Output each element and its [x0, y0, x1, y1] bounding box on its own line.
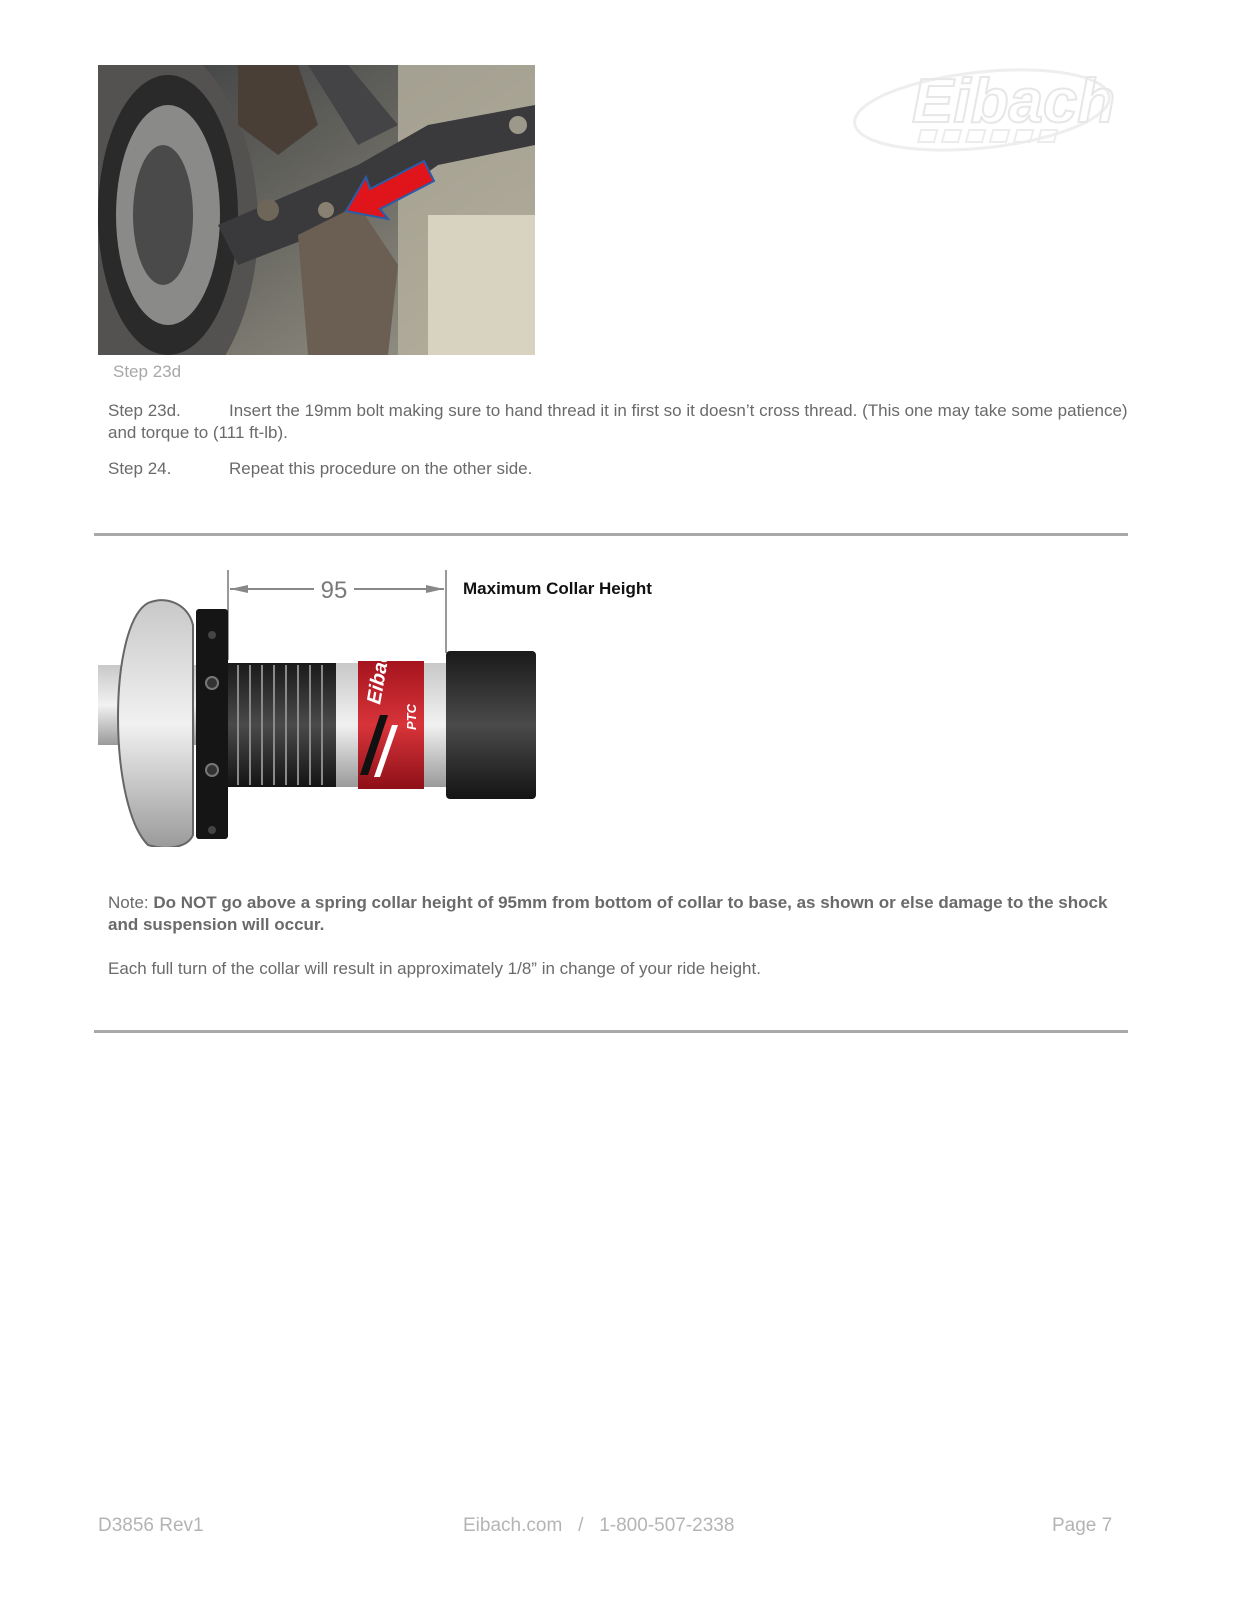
step-23d-paragraph — [108, 400, 1128, 444]
install-photo-step-23d — [98, 65, 535, 355]
warning-note — [108, 892, 1108, 936]
note-bold-text: Do NOT go above a spring collar height of 95mm from bottom of collar to base, as shown or else damage to the shock and suspension will occur. — [108, 893, 1108, 934]
collar-height-diagram — [98, 565, 538, 847]
step-text: Repeat this procedure on the other side. — [229, 459, 533, 478]
turn-note: Each full turn of the collar will result in approximately 1/8” in change of your ride height. — [108, 959, 761, 978]
diagram-title: Maximum Collar Height — [463, 579, 652, 598]
footer-contact: Eibach.com / 1-800-507-2338 — [463, 1515, 735, 1536]
dimension-label: 95 — [320, 577, 348, 604]
collar-model-text: PTC — [404, 704, 419, 730]
step-text: Insert the 19mm bolt making sure to hand thread it in first so it doesn’t cross thread. (This one may take some patience) and torque to (111 ft-lb). — [108, 401, 1128, 442]
step-label: Step 23d. — [108, 401, 181, 420]
section-divider — [94, 1030, 1128, 1033]
collar-brand-text: Eibach — [363, 637, 397, 706]
photo-caption: Step 23d — [113, 362, 182, 381]
footer-doc-id: D3856 Rev1 — [98, 1515, 204, 1536]
step-label: Step 24. — [108, 459, 172, 478]
eibach-logo-watermark — [852, 60, 1167, 160]
footer-page-number: Page 7 — [1052, 1515, 1113, 1536]
svg-text:Eibach: Eibach — [912, 67, 1116, 136]
step-24-paragraph — [108, 458, 1128, 480]
section-divider — [94, 533, 1128, 536]
note-prefix: Note: — [108, 893, 154, 912]
